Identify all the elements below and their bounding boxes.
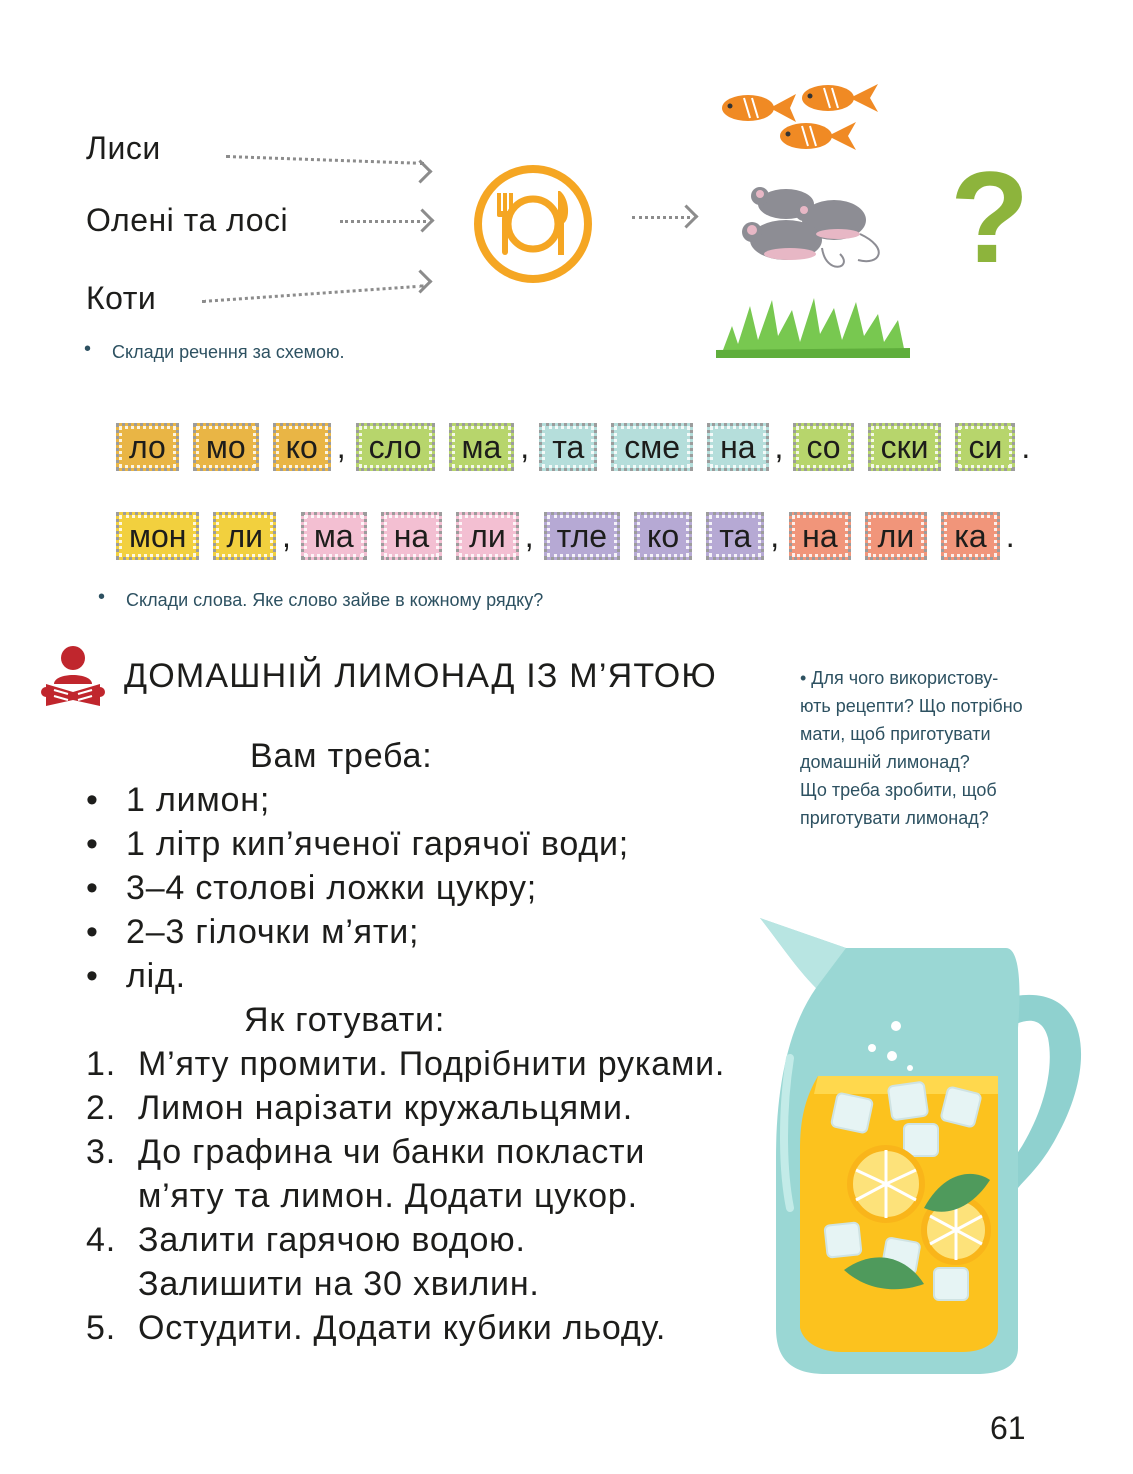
- syllable-card: ли: [456, 512, 519, 560]
- animal-deer: Олені та лосі: [86, 202, 289, 238]
- task-bullet: •: [84, 338, 92, 360]
- grass-icon: [716, 296, 910, 358]
- syllable-card: на: [707, 423, 768, 471]
- bullet: •: [86, 825, 99, 863]
- step-item: 2. Лимон нарізати кружальцями.: [86, 1089, 634, 1127]
- syllable-card: та: [706, 512, 764, 560]
- task-bullet: •: [98, 586, 106, 608]
- punctuation: .: [1005, 517, 1015, 554]
- reading-person-icon: [40, 644, 106, 708]
- syllable-row-1: [116, 422, 1040, 472]
- step-item-continued: м’яту та лимон. Додати цукор.: [138, 1177, 638, 1215]
- syllable-card: ски: [868, 423, 942, 471]
- animal-cats: Коти: [86, 280, 157, 316]
- punctuation: ,: [770, 517, 780, 554]
- bullet: •: [86, 781, 99, 819]
- step-item: 5. Остудити. Додати кубики льоду.: [86, 1309, 667, 1347]
- syllable-card: ма: [301, 512, 367, 560]
- how-heading: Як готувати:: [244, 1001, 446, 1039]
- ingredient-item: • лід.: [86, 954, 629, 998]
- side-question-line: Що треба зробити, щоб: [800, 780, 997, 800]
- task-scheme: Склади речення за схемою.: [112, 342, 345, 362]
- syllable-card: ли: [213, 512, 276, 560]
- punctuation: ,: [774, 428, 784, 465]
- lemonade-jug-icon: [756, 908, 1096, 1378]
- side-question-line: домашній лимонад?: [800, 752, 970, 772]
- punctuation: ,: [282, 517, 291, 554]
- syllable-card: ко: [634, 512, 692, 560]
- ingredient-item: • 1 лимон;: [86, 778, 629, 822]
- side-question-line: ють рецепти? Що потрібно: [800, 696, 1023, 716]
- step-item: 3. До графина чи банки покласти: [86, 1133, 646, 1171]
- bullet: •: [86, 869, 99, 907]
- syllable-card: со: [793, 423, 853, 471]
- syllable-card: мо: [193, 423, 259, 471]
- ingredient-item: • 3–4 столові ложки цукру;: [86, 866, 629, 910]
- ingredient-list: [86, 778, 629, 998]
- syllable-card: сло: [356, 423, 435, 471]
- step-item: 4. Залити гарячою водою.: [86, 1221, 526, 1259]
- mice-icon: [730, 178, 890, 276]
- side-question-line: приготувати лимонад?: [800, 808, 989, 828]
- recipe-title: ДОМАШНІЙ ЛИМОНАД ІЗ М’ЯТОЮ: [124, 657, 717, 695]
- step-item-continued: Залишити на 30 хвилин.: [138, 1265, 540, 1303]
- question-mark: ?: [950, 144, 1030, 290]
- syllable-card: тле: [544, 512, 620, 560]
- syllable-card: сме: [611, 423, 693, 471]
- syllable-card: на: [789, 512, 850, 560]
- page-number: 61: [990, 1410, 1026, 1446]
- need-heading: Вам треба:: [250, 737, 433, 775]
- punctuation: ,: [524, 517, 534, 554]
- syllable-card: ло: [116, 423, 179, 471]
- syllable-card: ли: [865, 512, 928, 560]
- syllable-card: ка: [941, 512, 1000, 560]
- step-item: 1. М’яту промити. Подрібнити руками.: [86, 1045, 726, 1083]
- ingredient-item: • 1 літр кип’яченої гарячої води;: [86, 822, 629, 866]
- syllable-card: мон: [116, 512, 199, 560]
- ingredient-item: • 2–3 гілочки м’яти;: [86, 910, 629, 954]
- side-question-line: • Для чого використову-: [800, 668, 999, 688]
- steps-list: [86, 1042, 725, 1350]
- punctuation: ,: [336, 428, 346, 465]
- syllable-card: та: [539, 423, 597, 471]
- syllable-card: си: [955, 423, 1015, 471]
- bullet: •: [86, 957, 99, 995]
- animal-foxes: Лиси: [86, 130, 161, 166]
- syllable-row-2: [116, 511, 1025, 561]
- punctuation: ,: [520, 428, 530, 465]
- side-questions: [800, 664, 1090, 832]
- syllable-card: ма: [449, 423, 515, 471]
- bullet: •: [86, 913, 99, 951]
- plate-fork-knife-icon: [472, 163, 594, 285]
- syllable-card: ко: [273, 423, 331, 471]
- side-question-line: мати, щоб приготувати: [800, 724, 991, 744]
- task-syllables: Склади слова. Яке слово зайве в кожному рядку?: [126, 590, 544, 610]
- punctuation: .: [1021, 428, 1031, 465]
- syllable-card: на: [381, 512, 442, 560]
- fish-icon: [718, 78, 888, 164]
